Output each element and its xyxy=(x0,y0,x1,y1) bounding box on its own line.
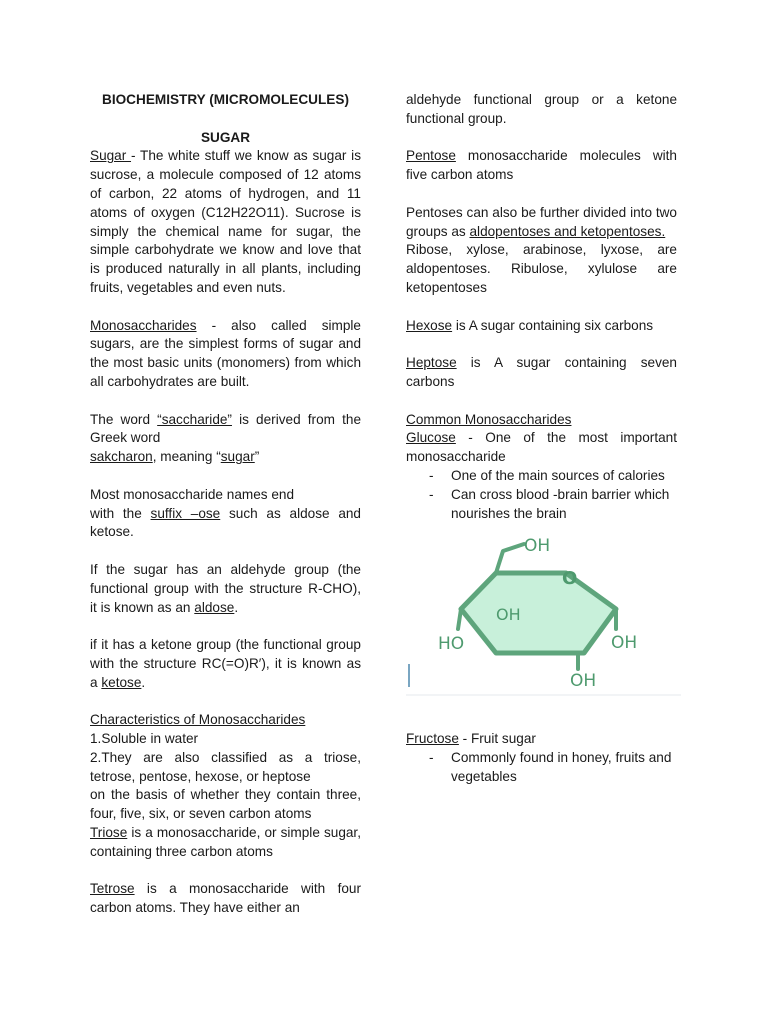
pentose-division-paragraph xyxy=(406,204,677,242)
page-title: BIOCHEMISTRY (MICROMOLECULES) xyxy=(102,92,349,107)
triose-definition: is a monosaccharide, or simple sugar, containing three carbon atoms xyxy=(90,825,361,859)
glucose-ring xyxy=(461,573,616,653)
label-ring-o: O xyxy=(562,568,578,590)
sakcharon-end: ” xyxy=(254,449,260,465)
term-heptose: Heptose xyxy=(406,355,457,371)
term-saccharide: “saccharide” xyxy=(157,411,232,427)
ose-paragraph xyxy=(90,505,361,543)
sugar-definition: - The white stuff we know as sugar is sucrose, a molecule composed of 12 atoms of carbon, 22 atoms of hydrogen, and 11 atoms of oxygen (C12H22O11). Sucrose is simply the chemical name for sugar, the simple carbohydrate we know and love that is produced naturally in all plants, including fruits, vegetables and even nuts. xyxy=(90,148,361,295)
aldose-text: If the sugar has an aldehyde group (the functional group with the structure R-CHO), it is known as an xyxy=(90,561,361,615)
term-fructose: Fructose xyxy=(406,731,459,747)
term-sugar: Sugar xyxy=(90,148,132,164)
heptose-definition: is A sugar containing seven carbons xyxy=(406,355,677,389)
pentose-definition: monosaccharide molecules with five carbon atoms xyxy=(406,148,677,183)
ketose-text: if it has a ketone group (the functional group with the structure RC(=O)R′), it is known as a xyxy=(90,637,361,690)
glucose-bullet: - Can cross blood -brain barrier which nourishes the brain xyxy=(451,486,677,524)
term-sugar-word: sugar xyxy=(220,449,255,465)
term-aldopentoses-ketopentoses: aldopentoses and ketopentoses. xyxy=(469,223,666,239)
fructose-bullet-list xyxy=(406,749,677,787)
ose-line-1: Most monosaccharide names end xyxy=(90,486,295,502)
aldose-end: . xyxy=(234,599,239,615)
term-hexose: Hexose xyxy=(406,317,453,333)
hexose-paragraph xyxy=(406,317,677,336)
pentose-paragraph xyxy=(406,147,677,185)
hexose-definition: is A sugar containing six carbons xyxy=(452,317,654,333)
label-oh-right: OH xyxy=(611,633,638,654)
label-oh-top: OH xyxy=(524,536,551,557)
characteristic-1: 1.Soluble in water xyxy=(90,731,199,747)
characteristics-heading: Characteristics of Monosaccharides xyxy=(90,712,306,728)
saccharide-text-b: is derived from the Greek word xyxy=(90,411,361,446)
ketose-paragraph xyxy=(90,636,361,692)
characteristic-2: 2.They are also classified as a triose, tetrose, pentose, hexose, or heptose xyxy=(90,749,361,784)
tetrose-paragraph xyxy=(90,880,361,918)
left-column xyxy=(90,91,361,918)
term-glucose: Glucose xyxy=(406,430,456,446)
glucose-structure-figure xyxy=(406,531,677,711)
label-ho-left: HO xyxy=(438,634,465,655)
ose-text-b: such as aldose and ketose. xyxy=(90,505,361,540)
right-column xyxy=(406,91,677,787)
fructose-bullet: - Commonly found in honey, fruits and vegetables xyxy=(451,749,677,787)
saccharide-paragraph xyxy=(90,411,361,449)
pentose-division-text: Pentoses can also be further divided into two groups as xyxy=(406,204,677,239)
ose-text-a: with the xyxy=(90,505,151,521)
common-monosaccharides-heading: Common Monosaccharides xyxy=(406,411,572,427)
tetrose-definition: is a monosaccharide with four carbon atoms. They have either an xyxy=(90,881,361,916)
term-monosaccharides: Monosaccharides xyxy=(90,317,197,333)
aldose-paragraph xyxy=(90,561,361,617)
ketose-end: . xyxy=(141,674,146,690)
sakcharon-line xyxy=(90,448,361,467)
ch2oh-bond xyxy=(496,544,524,573)
ho-bond xyxy=(458,609,461,629)
continued-text: aldehyde functional group or a ketone functional group. xyxy=(406,92,677,126)
glucose-ring-diagram xyxy=(406,531,681,711)
term-sakcharon: sakcharon xyxy=(90,449,153,465)
monosaccharides-paragraph xyxy=(90,317,361,392)
glucose-bullet-list xyxy=(406,467,677,523)
sugar-paragraph xyxy=(90,147,361,297)
pentose-examples: Ribose, xylose, arabinose, lyxose, are aldopentoses. Ribulose, xylulose are ketopentoses xyxy=(406,242,677,295)
label-oh-bottom: OH xyxy=(570,671,597,692)
term-tetrose: Tetrose xyxy=(90,881,135,897)
characteristic-2b: on the basis of whether they contain three, four, five, six, or seven carbon atoms xyxy=(90,787,361,822)
glucose-definition: - One of the most important monosaccharide xyxy=(406,430,677,465)
fructose-paragraph xyxy=(406,730,677,749)
saccharide-text-a: The word xyxy=(90,411,158,427)
glucose-bullet: - One of the main sources of calories xyxy=(451,467,677,486)
term-aldose: aldose xyxy=(194,599,235,615)
glucose-paragraph xyxy=(406,429,677,467)
term-suffix-ose: suffix –ose xyxy=(150,505,221,521)
triose-paragraph xyxy=(90,824,361,862)
term-ketose: ketose xyxy=(101,674,142,690)
sakcharon-mid: , meaning “ xyxy=(152,449,221,465)
term-pentose: Pentose xyxy=(406,148,456,164)
term-triose: Triose xyxy=(90,825,128,841)
fructose-definition: - Fruit sugar xyxy=(458,731,536,747)
label-oh-inner: OH xyxy=(496,605,521,625)
heptose-paragraph xyxy=(406,354,677,392)
section-title-sugar: SUGAR xyxy=(200,129,251,145)
monosaccharides-definition: - also called simple sugars, are the simplest forms of sugar and the most basic units (monomers) from which all carbohydrates are built. xyxy=(90,317,361,389)
